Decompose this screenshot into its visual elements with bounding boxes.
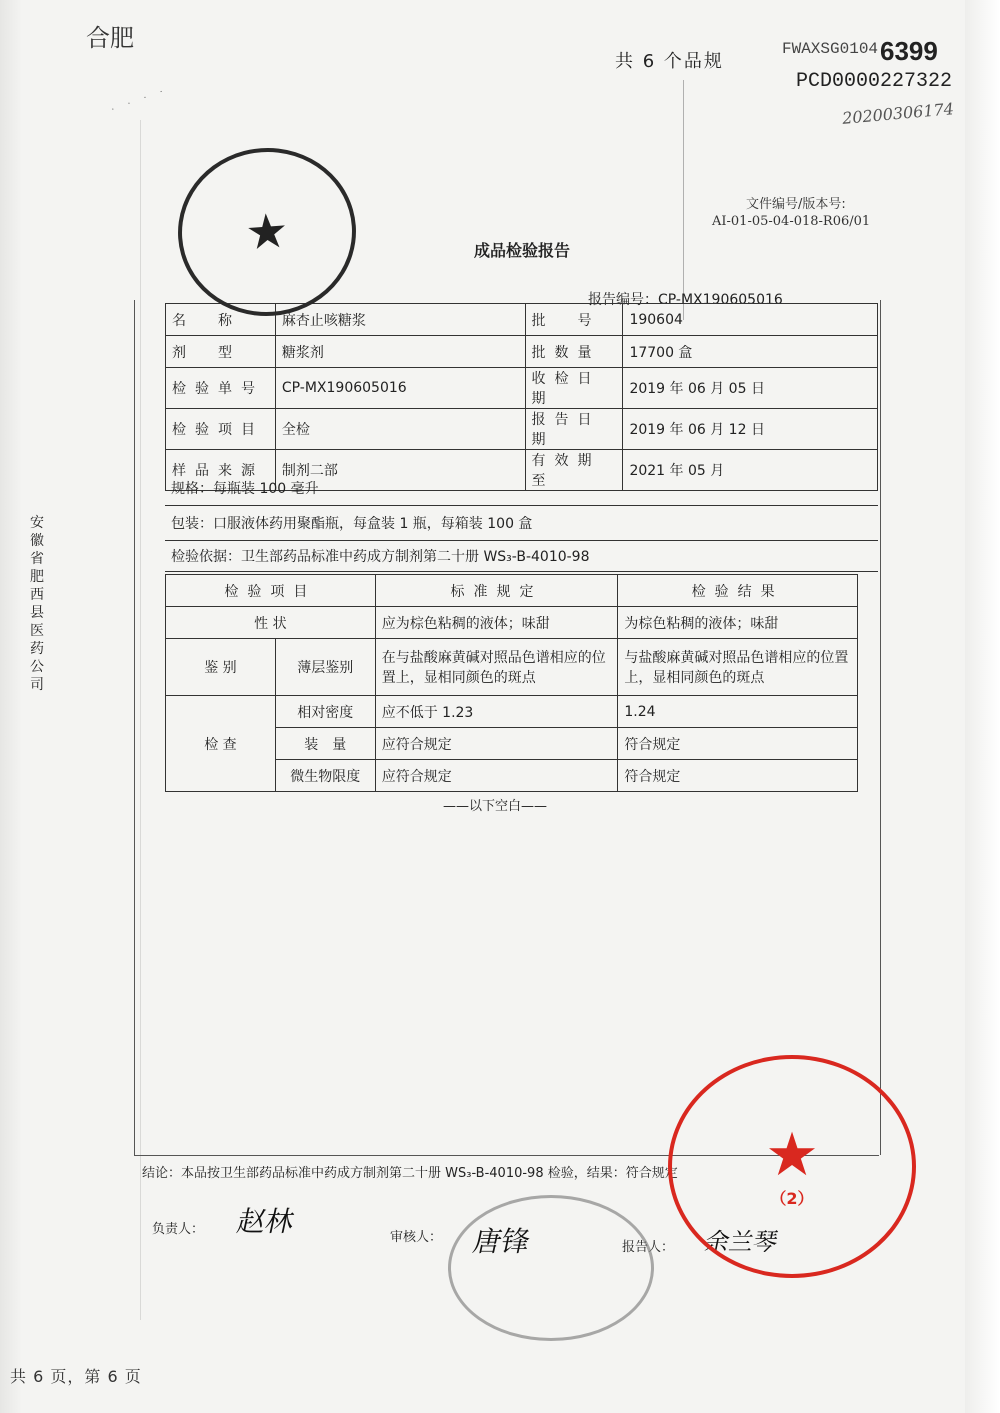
source-value: 制剂二部 — [275, 450, 525, 491]
group-cell: 性 状 — [166, 607, 376, 639]
order-value: CP-MX190605016 — [275, 368, 525, 409]
ink-specks: · · · · — [110, 85, 170, 114]
result-cell: 符合规定 — [618, 728, 858, 760]
result-cell: 为棕色粘稠的液体；味甜 — [618, 607, 858, 639]
item-label: 检验项目 — [166, 409, 276, 450]
order-label: 检验单号 — [166, 368, 276, 409]
responsible-signature: 赵林 — [234, 1205, 298, 1238]
source-label: 样品来源 — [166, 450, 276, 491]
report-date-label: 报告日期 — [525, 409, 623, 450]
scan-right-edge — [965, 0, 1000, 1413]
page-title: 成品检验报告 — [474, 241, 571, 260]
inspection-seal-stamp — [172, 142, 361, 322]
sub-cell: 微生物限度 — [275, 760, 375, 792]
reporter-label: 报告人： — [622, 1240, 675, 1255]
batch-label: 批 号 — [525, 304, 623, 336]
group-cell: 鉴 别 — [166, 639, 276, 696]
table-row — [166, 696, 858, 728]
city-label: 合肥 — [86, 24, 134, 52]
below-blank-marker: ——以下空白—— — [443, 799, 548, 814]
item-value: 全检 — [275, 409, 525, 450]
conclusion-text: 结论：本品按卫生部药品标准中药成方制剂第二十册 WS₃-B-4010-98 检验，结果：符合规定 — [142, 1166, 678, 1181]
expiry-label: 有效期至 — [525, 450, 623, 491]
group-cell: 检 查 — [166, 696, 276, 792]
table-row — [166, 409, 878, 450]
star-icon: ★ — [243, 202, 291, 262]
page-footer: 共 6 页，第 6 页 — [10, 1367, 142, 1386]
quality-seal-stamp-faded — [448, 1195, 654, 1341]
name-label: 名 称 — [166, 304, 276, 336]
qty-label: 批数量 — [525, 336, 623, 368]
reporter-signature: 余兰琴 — [702, 1228, 781, 1256]
expiry-value: 2021 年 05 月 — [623, 450, 878, 491]
side-vertical-text: 安徽省肥西县医药公司 — [30, 515, 44, 693]
batch-value: 190604 — [623, 304, 878, 336]
result-cell: 1.24 — [618, 696, 858, 728]
table-row — [166, 639, 858, 696]
quality-management-seal-stamp — [668, 1055, 916, 1278]
star-icon: ★ — [765, 1120, 819, 1190]
sub-cell: 薄层鉴别 — [275, 639, 375, 696]
standard-cell: 在与盐酸麻黄碱对照品色谱相应的位置上，显相同颜色的斑点 — [375, 639, 618, 696]
col-result-header: 检验结果 — [618, 575, 858, 607]
reviewer-signature: 唐锋 — [470, 1225, 534, 1258]
table-row — [166, 368, 878, 409]
spec-count: 共 6 个品规 — [615, 51, 724, 72]
form-value: 糖浆剂 — [275, 336, 525, 368]
sub-cell: 相对密度 — [275, 696, 375, 728]
doc-number-label: 文件编号/版本号: — [746, 197, 846, 212]
standard-cell: 应符合规定 — [375, 728, 618, 760]
name-value: 麻杏止咳糖浆 — [275, 304, 525, 336]
standard-cell: 应符合规定 — [375, 760, 618, 792]
info-table — [165, 303, 878, 491]
package-line: 包装：口服液体药用聚酯瓶，每盒装 1 瓶，每箱装 100 盒 — [165, 507, 878, 541]
col-item-header: 检验项目 — [166, 575, 376, 607]
standard-cell: 应为棕色粘稠的液体；味甜 — [375, 607, 618, 639]
basis-line: 检验依据：卫生部药品标准中药成方制剂第二十册 WS₃-B-4010-98 — [165, 542, 878, 572]
report-number: 报告编号：CP-MX190605016 — [588, 292, 783, 308]
fold-line — [683, 80, 684, 320]
result-cell: 与盐酸麻黄碱对照品色谱相应的位置上，显相同颜色的斑点 — [618, 639, 858, 696]
col-standard-header: 标准规定 — [375, 575, 618, 607]
form-label: 剂 型 — [166, 336, 276, 368]
result-cell: 符合规定 — [618, 760, 858, 792]
recv-value: 2019 年 06 月 05 日 — [623, 368, 878, 409]
pcd-code: PCD0000227322 — [796, 70, 953, 93]
recv-label: 收检日期 — [525, 368, 623, 409]
sub-cell: 装 量 — [275, 728, 375, 760]
report-date-value: 2019 年 06 月 12 日 — [623, 409, 878, 450]
stamp-sub-number: （2） — [770, 1189, 814, 1208]
table-header-row — [166, 575, 858, 607]
handwritten-number: 20200306174 — [841, 99, 955, 128]
scan-left-edge — [0, 0, 22, 1413]
code-bold: 6399 — [880, 36, 938, 66]
table-row — [166, 336, 878, 368]
responsible-label: 负责人： — [152, 1222, 205, 1237]
table-row — [166, 607, 858, 639]
spec-line: 规格：每瓶装 100 毫升 — [165, 472, 878, 506]
results-table — [165, 574, 858, 792]
reviewer-label: 审核人： — [390, 1230, 443, 1245]
standard-cell: 应不低于 1.23 — [375, 696, 618, 728]
doc-number-value: AI-01-05-04-018-R06/01 — [712, 214, 871, 229]
code-prefix: FWAXSG0104 — [782, 40, 879, 58]
qty-value: 17700 盒 — [623, 336, 878, 368]
